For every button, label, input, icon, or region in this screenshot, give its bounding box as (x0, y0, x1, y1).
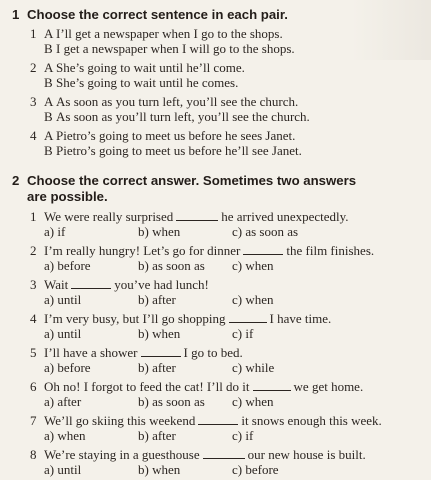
answer-blank[interactable] (243, 244, 283, 255)
option-c[interactable]: c) if (232, 326, 254, 341)
option-a[interactable]: a) when (44, 428, 86, 443)
option-b[interactable]: b) as soon as (138, 394, 205, 409)
exercise-1-heading (12, 7, 288, 23)
sentence-a: She’s going to wait until he’ll come. (56, 60, 245, 75)
item-number: 1 (30, 209, 37, 224)
option-a[interactable]: a) before (44, 258, 91, 273)
option-a[interactable]: a) until (44, 326, 82, 341)
sentence-end: it snows enough this week. (241, 413, 382, 428)
item-number: 6 (30, 379, 37, 394)
item-sentence (44, 345, 243, 360)
item-sentence (44, 243, 374, 258)
sentence-b: Pietro’s going to meet us before he’ll see Janet. (56, 143, 302, 158)
option-a[interactable]: a) if (44, 224, 66, 239)
exercise-number: 2 (12, 173, 20, 188)
sentence-a: I’ll get a newspaper when I go to the shops. (56, 26, 283, 41)
item-number: 2 (30, 243, 37, 258)
answer-blank[interactable] (71, 278, 111, 289)
option-c[interactable]: c) when (232, 292, 274, 307)
option-letter: A (44, 94, 54, 109)
exercise-title: Choose the correct answer. Sometimes two answers (27, 173, 357, 188)
item-sentence (44, 311, 331, 326)
sentence-end: we get home. (293, 379, 364, 394)
option-letter: A (44, 128, 54, 143)
item-sentence (44, 277, 209, 292)
item-number: 7 (30, 413, 37, 428)
exercise-2-heading (12, 173, 356, 189)
sentence-start: Oh no! I forgot to feed the cat! I’ll do it (44, 379, 250, 394)
item-number: 5 (30, 345, 37, 360)
sentence-end: I go to bed. (183, 345, 243, 360)
sentence-a: As soon as you turn left, you’ll see the church. (56, 94, 299, 109)
sentence-a: Pietro’s going to meet us before he sees Janet. (56, 128, 296, 143)
option-c[interactable]: c) as soon as (232, 224, 299, 239)
sentence-b: As soon as you’ll turn left, you’ll see the church. (56, 109, 310, 124)
option-b[interactable]: b) when (138, 462, 181, 477)
option-letter: B (44, 109, 53, 124)
option-letter: B (44, 143, 53, 158)
item-sentence (44, 379, 363, 394)
sentence-end: our new house is built. (247, 447, 366, 462)
option-a[interactable]: a) after (44, 394, 82, 409)
option-c[interactable]: c) when (232, 258, 274, 273)
option-a[interactable]: a) before (44, 360, 91, 375)
item-number: 4 (30, 128, 37, 143)
exercise-title: Choose the correct sentence in each pair. (27, 7, 288, 22)
answer-blank[interactable] (229, 312, 267, 323)
sentence-start: I’m very busy, but I’ll go shopping (44, 311, 226, 326)
option-c[interactable]: c) before (232, 462, 279, 477)
exercise-title-cont: are possible. (27, 189, 108, 204)
sentence-end: the film finishes. (286, 243, 375, 258)
exercise-number: 1 (12, 7, 20, 22)
sentence-end: I have time. (269, 311, 332, 326)
item-sentence (44, 413, 382, 428)
item-number: 8 (30, 447, 37, 462)
sentence-end: he arrived unexpectedly. (221, 209, 349, 224)
option-letter: B (44, 75, 53, 90)
item-number: 3 (30, 277, 37, 292)
option-letter: A (44, 60, 54, 75)
option-b[interactable]: b) after (138, 360, 176, 375)
item-number: 2 (30, 60, 37, 75)
option-letter: A (44, 26, 54, 41)
sentence-start: I’m really hungry! Let’s go for dinner (44, 243, 241, 258)
sentence-start: We were really surprised (44, 209, 174, 224)
option-letter: B (44, 41, 53, 56)
page-shadow (351, 0, 431, 60)
item-number: 1 (30, 26, 37, 41)
sentence-start: Wait (44, 277, 69, 292)
sentence-b: I get a newspaper when I will go to the shops. (56, 41, 295, 56)
option-c[interactable]: c) if (232, 428, 254, 443)
item-number: 3 (30, 94, 37, 109)
option-b[interactable]: b) when (138, 224, 181, 239)
answer-blank[interactable] (253, 380, 291, 391)
item-sentence (44, 447, 366, 462)
option-a[interactable]: a) until (44, 292, 82, 307)
option-c[interactable]: c) while (232, 360, 275, 375)
item-number: 4 (30, 311, 37, 326)
option-c[interactable]: c) when (232, 394, 274, 409)
item-sentence (44, 209, 349, 224)
sentence-start: We’ll go skiing this weekend (44, 413, 196, 428)
sentence-start: I’ll have a shower (44, 345, 138, 360)
option-b[interactable]: b) after (138, 292, 176, 307)
option-b[interactable]: b) after (138, 428, 176, 443)
exercise-2-heading-cont (27, 189, 108, 205)
option-b[interactable]: b) when (138, 326, 181, 341)
option-b[interactable]: b) as soon as (138, 258, 205, 273)
answer-blank[interactable] (198, 414, 238, 425)
answer-blank[interactable] (176, 210, 218, 221)
option-a[interactable]: a) until (44, 462, 82, 477)
answer-blank[interactable] (203, 448, 245, 459)
answer-blank[interactable] (141, 346, 181, 357)
sentence-start: We’re staying in a guesthouse (44, 447, 200, 462)
sentence-end: you’ve had lunch! (114, 277, 209, 292)
sentence-b: She’s going to wait until he comes. (56, 75, 239, 90)
